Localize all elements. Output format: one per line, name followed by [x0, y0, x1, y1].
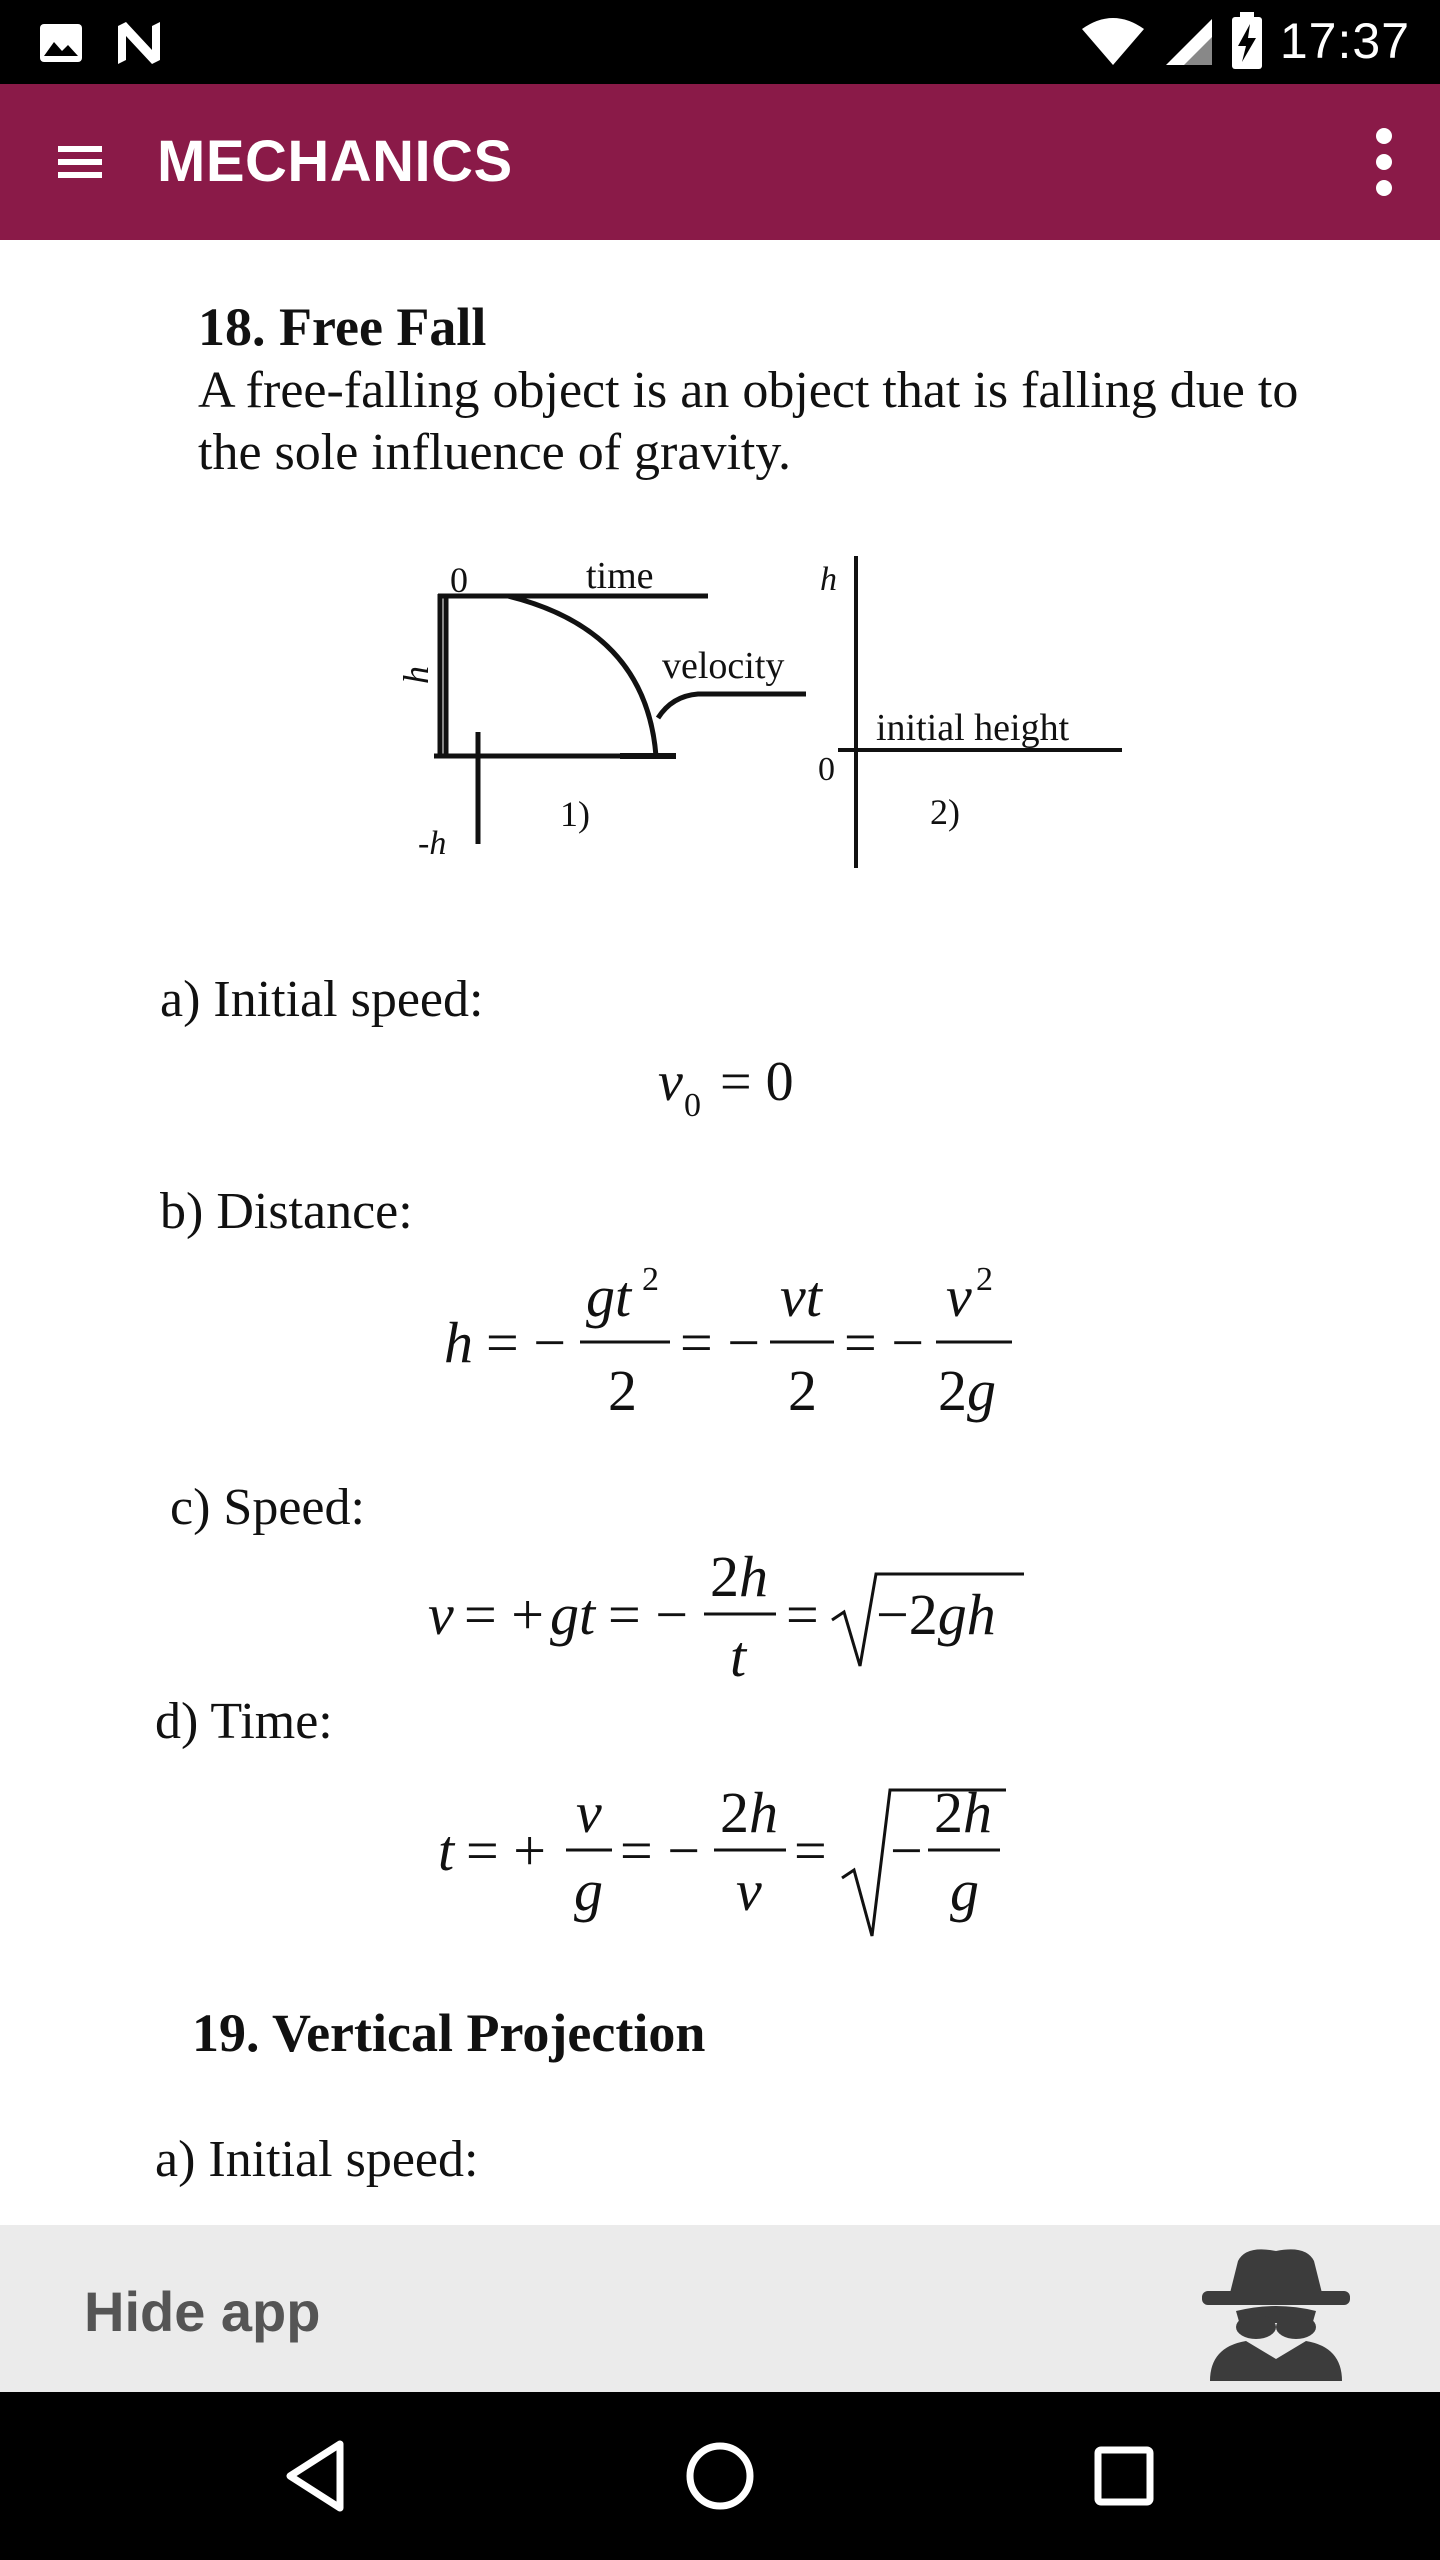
incognito-spy-icon[interactable] [1196, 2241, 1356, 2381]
label-initial-speed: a) Initial speed: [160, 971, 484, 1028]
svg-text:−: − [890, 1818, 923, 1883]
hamburger-menu-icon[interactable] [44, 132, 114, 192]
svg-text:v: v [428, 1582, 454, 1647]
svg-text:v: v [658, 1051, 683, 1113]
app-bar [0, 84, 1440, 240]
graph-1 [434, 594, 806, 844]
label-time: d) Time: [155, 1693, 333, 1750]
section-18-heading: 18. Free Fall [198, 297, 487, 357]
fig2-zero-label: 0 [818, 751, 835, 788]
back-icon[interactable] [274, 2434, 358, 2518]
svg-text:= −: = − [680, 1310, 760, 1375]
label-speed: c) Speed: [170, 1479, 365, 1536]
signal-icon [1162, 15, 1214, 67]
recents-icon[interactable] [1082, 2434, 1166, 2518]
section-19-heading: 19. Vertical Projection [192, 2003, 706, 2063]
svg-text:=: = [794, 1818, 827, 1883]
svg-text:2: 2 [788, 1358, 817, 1423]
svg-text:= +: = + [464, 1582, 544, 1647]
hide-app-label[interactable]: Hide app [84, 2280, 321, 2343]
fig1-neg-h-label: -h [418, 825, 447, 862]
status-time: 17:37 [1279, 13, 1410, 69]
label-distance: b) Distance: [160, 1183, 413, 1240]
fig1-velocity-label: velocity [662, 645, 785, 687]
svg-text:2h: 2h [710, 1544, 768, 1609]
svg-text:v: v [946, 1264, 972, 1329]
svg-text:2h: 2h [720, 1780, 778, 1845]
svg-text:2: 2 [608, 1358, 637, 1423]
content-area [0, 240, 1440, 2225]
svg-text:= −: = − [844, 1310, 924, 1375]
svg-text:t: t [438, 1818, 455, 1883]
svg-text:= −: = − [486, 1310, 566, 1375]
svg-text:=: = [786, 1582, 819, 1647]
svg-text:0: 0 [684, 1087, 701, 1124]
svg-text:−2gh: −2gh [876, 1582, 996, 1647]
app-title: MECHANICS [157, 129, 513, 194]
svg-text:gt: gt [586, 1264, 632, 1329]
fig1-number-label: 1) [560, 794, 590, 834]
section-18-description-line-1: A free-falling object is an object that is falling due to [198, 362, 1299, 419]
more-vertical-icon[interactable] [1364, 124, 1404, 200]
fig1-h-label: h [396, 666, 436, 684]
svg-text:= −: = − [620, 1818, 700, 1883]
svg-text:g: g [950, 1858, 979, 1923]
svg-text:v: v [736, 1858, 762, 1923]
formula-time [430, 1760, 1030, 1960]
svg-text:g: g [574, 1858, 603, 1923]
svg-text:2: 2 [976, 1261, 993, 1298]
fig1-time-label: time [586, 555, 654, 597]
hide-app-banner[interactable] [0, 2225, 1440, 2392]
image-notification-icon [38, 22, 84, 64]
formula-initial-speed [640, 1040, 840, 1130]
formula-speed [420, 1540, 1040, 1700]
home-icon[interactable] [678, 2434, 762, 2518]
svg-text:2g: 2g [938, 1358, 996, 1423]
status-bar [0, 0, 1440, 84]
formula-distance [430, 1250, 1050, 1430]
fig2-h-label: h [820, 561, 837, 598]
fig2-number-label: 2) [930, 792, 960, 832]
svg-text:2: 2 [642, 1261, 659, 1298]
fig1-zero-label: 0 [450, 560, 468, 600]
svg-text:v: v [576, 1780, 602, 1845]
fig2-initial-height-label: initial height [876, 707, 1070, 749]
svg-text:= −: = − [608, 1582, 688, 1647]
svg-text:t: t [730, 1624, 747, 1689]
free-fall-figure [390, 520, 1150, 880]
label-initial-speed-19: a) Initial speed: [155, 2131, 479, 2188]
section-18-description-line-2: the sole influence of gravity. [198, 424, 791, 481]
n-notification-icon [112, 20, 166, 66]
svg-text:= 0: = 0 [720, 1051, 794, 1113]
navigation-bar [0, 2392, 1440, 2560]
wifi-icon [1080, 15, 1146, 67]
svg-text:gt: gt [550, 1582, 596, 1647]
svg-text:h: h [444, 1310, 473, 1375]
svg-text:vt: vt [780, 1264, 822, 1329]
battery-charging-icon [1230, 12, 1264, 70]
svg-text:2h: 2h [934, 1780, 992, 1845]
svg-text:= +: = + [466, 1818, 546, 1883]
